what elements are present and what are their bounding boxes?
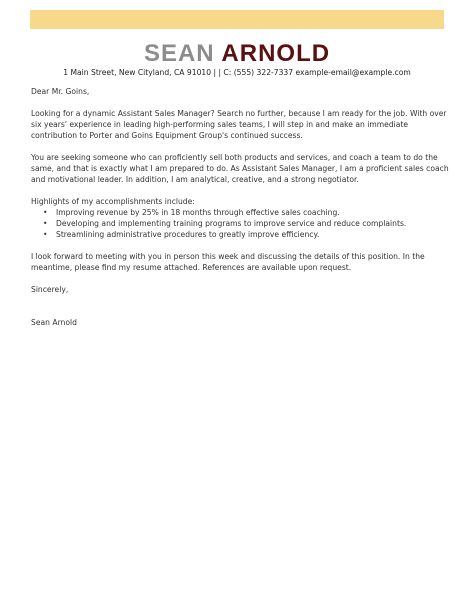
highlight-text: Developing and implementing training programs to improve service and reduce complaints. — [56, 219, 407, 228]
bullet-icon: • — [43, 230, 48, 239]
list-item — [31, 207, 451, 218]
paragraph-intro: Looking for a dynamic Assistant Sales Manager? Search no further, because I am ready for the job. With over six years' experience in leading high-performing sales teams, I will step in and make an immediate contribution to Porter and Goins Equipment Group's continued success. — [31, 109, 447, 140]
applicant-name — [0, 40, 474, 68]
bullet-icon: • — [43, 219, 48, 228]
highlights-list — [31, 207, 451, 240]
highlight-text: Streamlining administrative procedures to greatly improve efficiency. — [56, 230, 320, 239]
bullet-icon: • — [43, 208, 48, 217]
paragraph-closing: I look forward to meeting with you in person this week and discussing the details of this position. In the meantime, please find my resume attached. References are available upon request. — [31, 252, 425, 272]
header-accent-bar — [30, 10, 444, 29]
paragraph-qualifications: You are seeking someone who can proficiently sell both products and services, and coach a team to do the same, and that is exactly what I am prepared to do. As Assistant Sales Manager, I am a proficient sales coach and motivational leader. In addition, I am analytical, creative, and a strong negotiator. — [31, 153, 449, 184]
highlight-text: Improving revenue by 25% in 18 months through effective sales coaching. — [56, 208, 340, 217]
list-item — [31, 218, 451, 229]
salutation: Dear Mr. Goins, — [31, 87, 90, 96]
highlights-intro: Highlights of my accomplishments include: — [31, 197, 195, 206]
letter-body — [31, 86, 451, 339]
contact-info: 1 Main Street, New Cityland, CA 91010 | | C: (555) 322-7337 example-email@example.com — [63, 68, 411, 77]
list-item — [31, 229, 451, 240]
closing: Sincerely, — [31, 285, 69, 294]
last-name: ARNOLD — [221, 40, 331, 67]
signature-name: Sean Arnold — [31, 318, 77, 327]
first-name: SEAN — [143, 40, 215, 67]
signature-space — [31, 306, 451, 317]
